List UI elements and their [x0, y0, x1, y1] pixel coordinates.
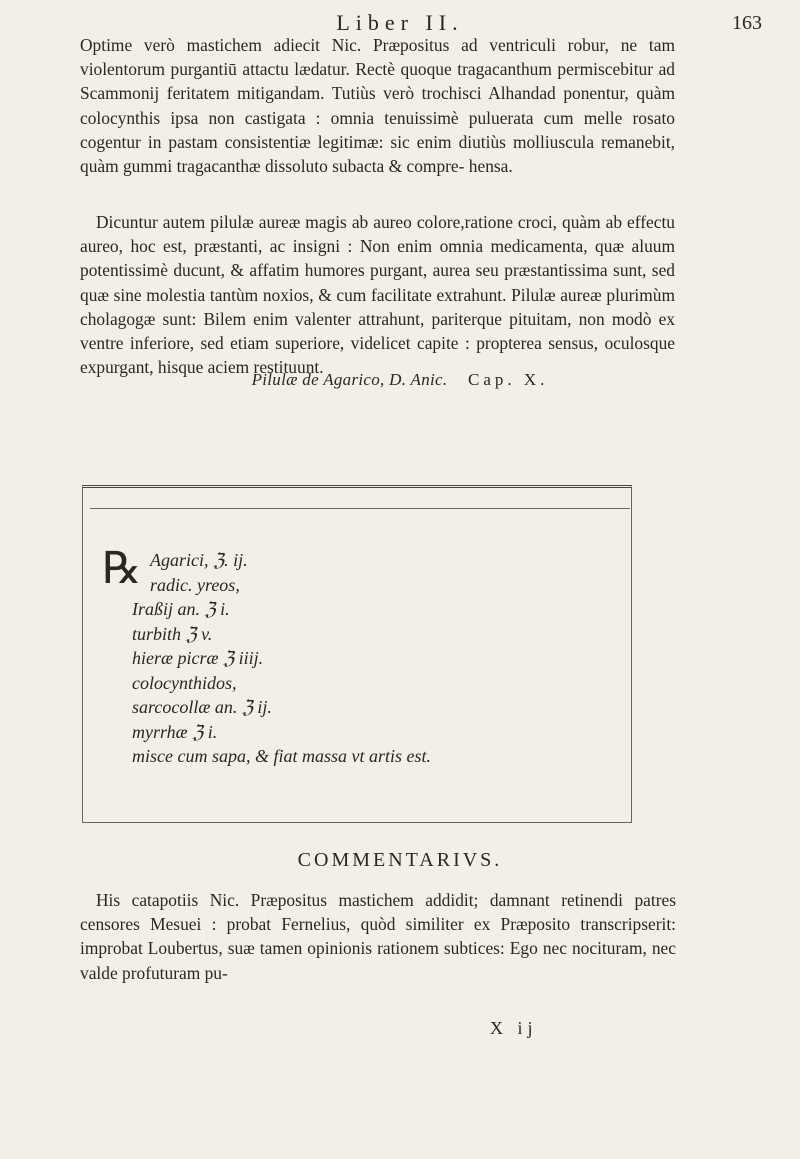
recipe-list: [132, 548, 431, 769]
recipe-line: hieræ picræ ℨ iiij.: [132, 648, 264, 668]
recipe-line: misce cum sapa, & fiat massa vt artis est.: [132, 746, 431, 766]
commentary-paragraph: [80, 888, 676, 985]
recipe-symbol-icon: ℞: [102, 544, 142, 593]
signature-mark: X ij: [490, 1018, 538, 1038]
chapter-number: Cap. X.: [468, 370, 549, 389]
chapter-heading: [0, 370, 800, 390]
recipe-line: sarcocollæ an. ℨ ij.: [132, 697, 272, 717]
recipe-line: radic. yreos,: [150, 574, 240, 595]
paragraph-text: Optime verò mastichem adiecit Nic. Præpositus ad ventriculi robur, ne tam violentorum purgantiū attactu lædatur. Rectè quoque tragacanthum permiscebitur ad Scammonij feritatem mitigandam. Tutiùs verò trochisci Alhandad ponentur, quàm colocynthis ipsa non castigata : omnia tenuissimè puluerata cum melle rosato cogentur in pastam consistentiæ legitimæ: sic enim diutiùs molliuscula remanebit, quàm gummi tragacanthæ dissoluto subacta & compre- hensa.: [80, 35, 675, 177]
recipe-line: Agarici, ℨ. ij.: [150, 550, 248, 570]
recipe-line: myrrhæ ℨ i.: [132, 721, 218, 742]
recipe-line: colocynthidos,: [132, 672, 237, 693]
commentary-heading: COMMENTARIVS.: [297, 849, 503, 871]
book-title: Liber II.: [336, 10, 464, 35]
recipe-divider: [90, 508, 630, 509]
recipe-line: Iraßij an. ℨ i.: [132, 599, 230, 619]
paragraph-text: Dicuntur autem pilulæ aureæ magis ab aureo colore,ratione croci, quàm ab effectu aureo, hoc est, præstanti, ac insigni : Non enim omnia medicamenta, quæ aluum potentissimè ducunt, & affatim humores purgant, aurea seu præstantissima sunt, sed quæ sine molestia tantùm noxios, & cum facilitate extrahunt. Pilulæ aureæ plurimùm cholagogæ sunt: Bilem enim valenter attrahunt, pariterque pituitam, non modò ex ventre inferiore, sed etiam superiore, videlicet capite : propterea sensus, oculosque expurgant, hisque aciem restituunt.: [80, 212, 675, 378]
paragraph-pilulae-aureae: [80, 210, 675, 379]
commentary-text: His catapotiis Nic. Præpositus mastichem addidit; damnant retinendi patres censores Mesuei : probat Fernelius, quòd similiter ex Præposito transcripserit: improbat Loubertus, suæ tamen opinionis rationem subtices: Ego nec nocituram, nec valde profuturam pu-: [80, 890, 676, 983]
chapter-title: Pilulæ de Agarico, D. Anic.: [251, 370, 448, 389]
paragraph-mastiche: [80, 33, 675, 178]
recipe-line: turbith ℨ v.: [132, 623, 213, 644]
page-number: 163: [732, 12, 762, 34]
